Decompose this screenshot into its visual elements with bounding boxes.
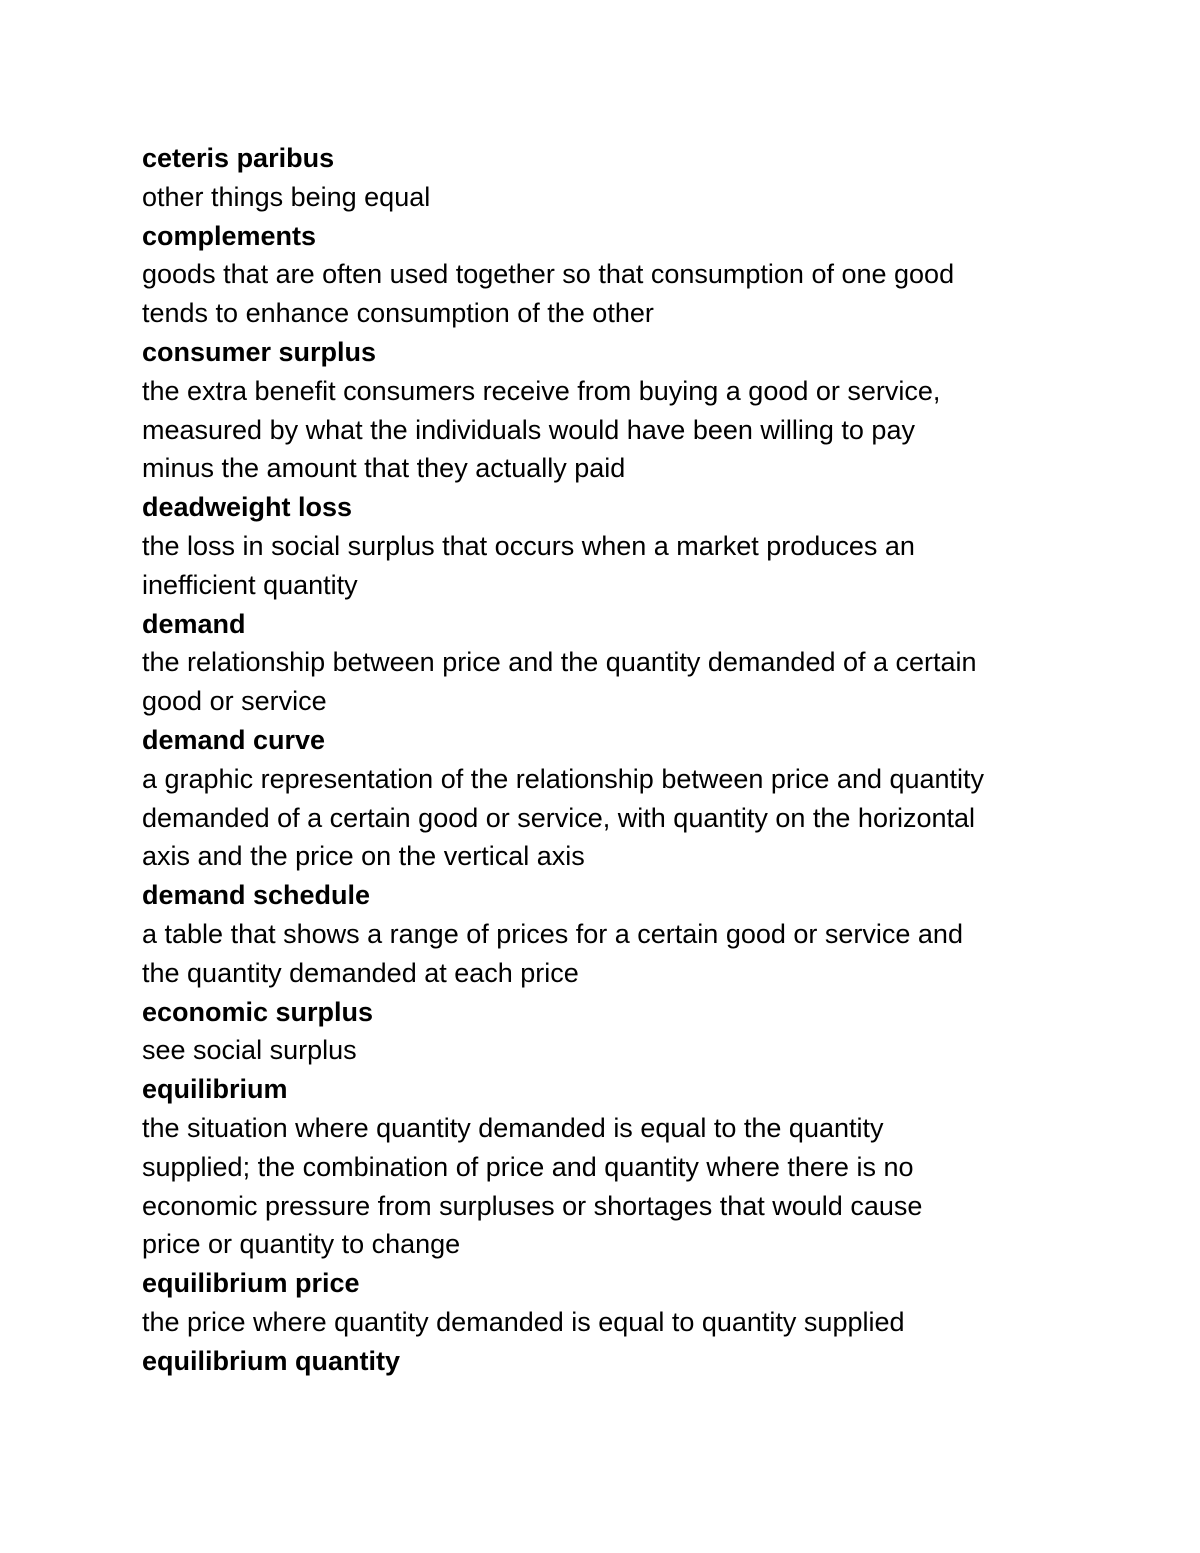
glossary-definition bbox=[142, 915, 1102, 993]
glossary-term: deadweight loss bbox=[142, 492, 353, 523]
glossary-definition bbox=[142, 527, 1102, 605]
glossary-entry bbox=[142, 333, 1102, 488]
definition-line: minus the amount that they actually paid bbox=[142, 453, 626, 484]
glossary-definition bbox=[142, 1031, 1102, 1070]
definition-line: the quantity demanded at each price bbox=[142, 957, 579, 988]
glossary-term: demand bbox=[142, 608, 246, 639]
glossary-term: demand curve bbox=[142, 724, 326, 755]
definition-line: axis and the price on the vertical axis bbox=[142, 841, 585, 872]
definition-line: the relationship between price and the quantity demanded of a certain bbox=[142, 647, 977, 678]
glossary-entry bbox=[142, 1342, 1102, 1381]
glossary-definition bbox=[142, 760, 1102, 876]
definition-line: the loss in social surplus that occurs when a market produces an bbox=[142, 530, 915, 561]
glossary-entry bbox=[142, 721, 1102, 876]
glossary-definition bbox=[142, 255, 1102, 333]
definition-line: the price where quantity demanded is equal to quantity supplied bbox=[142, 1306, 905, 1337]
glossary-entry bbox=[142, 1264, 1102, 1342]
glossary-definition bbox=[142, 178, 1102, 217]
glossary-definition bbox=[142, 643, 1102, 721]
definition-line: economic pressure from surpluses or shortages that would cause bbox=[142, 1190, 923, 1221]
glossary-term: equilibrium bbox=[142, 1074, 288, 1105]
definition-line: the situation where quantity demanded is equal to the quantity bbox=[142, 1112, 884, 1143]
definition-line: a graphic representation of the relationship between price and quantity bbox=[142, 763, 985, 794]
definition-line: goods that are often used together so that consumption of one good bbox=[142, 259, 955, 290]
glossary-entry bbox=[142, 217, 1102, 333]
glossary-entry bbox=[142, 993, 1102, 1071]
glossary-term: complements bbox=[142, 220, 317, 251]
glossary-entry bbox=[142, 139, 1102, 217]
definition-line: other things being equal bbox=[142, 181, 431, 212]
glossary-entry bbox=[142, 876, 1102, 992]
definition-line: measured by what the individuals would have been willing to pay bbox=[142, 414, 915, 445]
definition-line: demanded of a certain good or service, with quantity on the horizontal bbox=[142, 802, 976, 833]
definition-line: see social surplus bbox=[142, 1035, 357, 1066]
definition-line: good or service bbox=[142, 686, 327, 717]
definition-line: tends to enhance consumption of the other bbox=[142, 298, 654, 329]
glossary-entry bbox=[142, 1070, 1102, 1264]
glossary-term: ceteris paribus bbox=[142, 143, 335, 173]
glossary-definition bbox=[142, 1303, 1102, 1342]
definition-line: supplied; the combination of price and quantity where there is no bbox=[142, 1151, 914, 1182]
definition-line: inefficient quantity bbox=[142, 569, 358, 600]
glossary-list bbox=[142, 139, 1102, 1381]
glossary-term: consumer surplus bbox=[142, 336, 377, 367]
definition-line: price or quantity to change bbox=[142, 1229, 461, 1260]
glossary-term: equilibrium quantity bbox=[142, 1345, 401, 1376]
glossary-definition bbox=[142, 372, 1102, 488]
definition-line: a table that shows a range of prices for a certain good or service and bbox=[142, 918, 963, 949]
glossary-entry bbox=[142, 605, 1102, 721]
glossary-term: demand schedule bbox=[142, 880, 371, 911]
definition-line: the extra benefit consumers receive from buying a good or service, bbox=[142, 375, 941, 406]
glossary-entry bbox=[142, 488, 1102, 604]
glossary-term: economic surplus bbox=[142, 996, 374, 1027]
glossary-definition bbox=[142, 1109, 1102, 1264]
glossary-term: equilibrium price bbox=[142, 1268, 360, 1299]
